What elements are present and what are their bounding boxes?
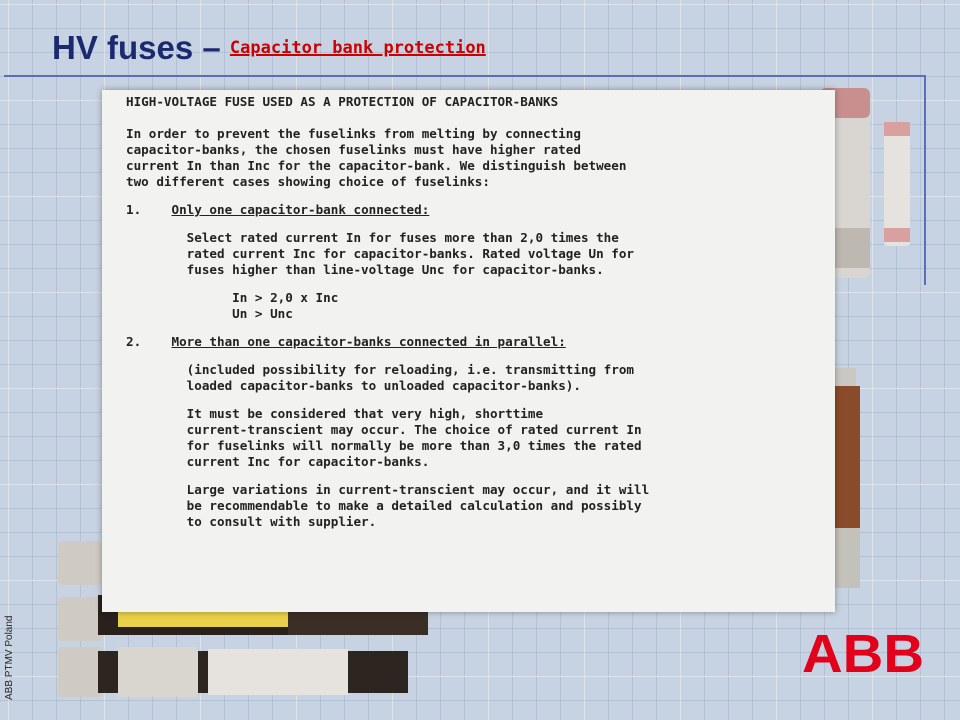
doc-intro-line: two different cases showing choice of fuselinks: [126,174,490,189]
title-underline [4,75,926,77]
case2-line: be recommendable to make a detailed calculation and possibly [186,498,642,513]
formula-in: In > 2,0 x Inc [232,290,339,305]
case2-line: loaded capacitor-banks to unloaded capacitor-banks). [186,378,581,393]
scanned-document [102,90,835,612]
doc-intro-line: capacitor-banks, the chosen fuselinks must have higher rated [126,142,581,157]
case2-line: to consult with supplier. [186,514,377,529]
slide-title [52,28,486,68]
doc-heading: HIGH-VOLTAGE FUSE USED AS A PROTECTION OF CAPACITOR-BANKS [126,94,559,109]
case2-line: Large variations in current-transcient may occur, and it will [186,482,650,497]
abb-logo [800,628,926,676]
case2-line: It must be considered that very high, shorttime [186,406,544,421]
fuse-photo-top-right [820,78,920,288]
case2-heading: 2. More than one capacitor-banks connected in parallel: [126,334,566,349]
case2-line: for fuselinks will normally be more than 3,0 times the rated [186,438,642,453]
case2-line: (included possibility for reloading, i.e. transmitting from [186,362,635,377]
footer-text: ABB PTMV Poland [4,615,15,700]
case1-heading: 1. Only one capacitor-bank connected: [126,202,430,217]
doc-intro-line: In order to prevent the fuselinks from melting by connecting [126,126,581,141]
doc-intro-line: current In than Inc for the capacitor-bank. We distinguish between [126,158,627,173]
case1-line: Select rated current In for fuses more than 2,0 times the [186,230,619,245]
formula-un: Un > Unc [232,306,293,321]
abb-logo-text: ABB [802,628,924,676]
title-subtitle-link[interactable]: Capacitor bank protection [229,38,486,58]
case1-line: rated current Inc for capacitor-banks. Rated voltage Un for [186,246,635,261]
case2-line: current Inc for capacitor-banks. [186,454,430,469]
vertical-divider [924,75,926,285]
title-main: HV fuses – [52,29,230,66]
case1-line: fuses higher than line-voltage Unc for capacitor-banks. [186,262,604,277]
case2-line: current-transcient may occur. The choice of rated current In [186,422,642,437]
